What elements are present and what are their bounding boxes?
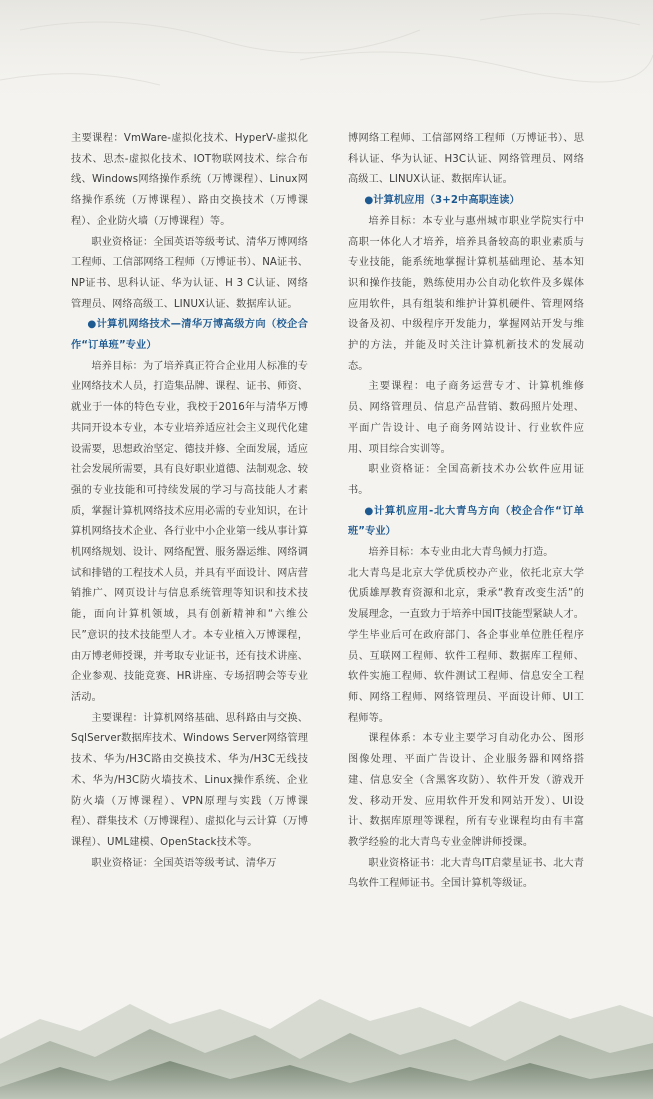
- body-paragraph: 职业资格证：全国英语等级考试、清华万博网络工程师、工信部网络工程师（万博证书）、NA证书、NP证书、思科认证、华为认证、H 3 C认证、网络管理员、网络高级工、LINUX认证、数据库认证。: [71, 236, 308, 310]
- body-paragraph: 主要课程：电子商务运营专才、计算机维修员、网络管理员、信息产品营销、数码照片处理、平面广告设计、电子商务网站设计、行业软件应用、项目综合实训等。: [348, 381, 584, 455]
- ink-mountain-landscape: [0, 969, 653, 1099]
- body-paragraph: 培养目标：为了培养真正符合企业用人标准的专业网络技术人员，打造集品牌、课程、证书、师资、就业于一体的特色专业，我校于2016年与清华万博共同开设本专业，本专业培养适应社会主义现代化建设需要，思想政治坚定、德技并修、全面发展，适应社会发展所需要，具有良好职业道德、法制观念、较强的专业技能和可持续发展的学习与高技能人才素质，掌握计算机网络技术应用必需的专业知识，在计算机网络技术企业、各行业中小企业第一线从事计算机网络规划、设计、网络配置、服务器运维、网络调试和排错的工程技术人员，并具有平面设计、网店营销推广、网页设计与信息系统管理等知识和技术技能，面向计算机领域，具有创新精神和“六维公民”意识的技术技能型人才。本专业植入万博课程，由万博老师授课，并考取专业证书，还有技术讲座、企业参观、技能竞赛、HR讲座、专场招聘会等专业活动。: [71, 360, 308, 703]
- body-paragraph: 培养目标：本专业与惠州城市职业学院实行中高职一体化人才培养，培养具备较高的职业素质与专业技能，能系统地掌握计算机基础理论、基本知识和操作技能，熟练使用办公自动化软件及多媒体应用软件，具有组装和维护计算机硬件、管理网络设备及初、中级程序开发能力，掌握网站开发与维护的方法，并能及时关注计算机新技术的发展动态。: [348, 215, 584, 372]
- section-heading: ●计算机网络技术—清华万博高级方向（校企合作“订单班”专业）: [71, 319, 308, 352]
- body-paragraph: 职业资格证：全国高新技术办公软件应用证书。: [348, 464, 584, 496]
- body-paragraph: 课程体系：本专业主要学习自动化办公、图形图像处理、平面广告设计、企业服务器和网络搭建、信息安全（含黑客攻防）、软件开发（游戏开发、移动开发、应用软件开发和网站开发）、UI设计、数据库原理等课程，所有专业课程均由有丰富教学经验的北大青鸟专业金牌讲师授课。: [348, 733, 584, 848]
- body-paragraph: 博网络工程师、工信部网络工程师（万博证书）、思科认证、华为认证、H3C认证、网络管理员、网络高级工、LINUX认证、数据库认证。: [348, 133, 584, 186]
- body-paragraph: 主要课程：VmWare-虚拟化技术、HyperV-虚拟化技术、思杰-虚拟化技术、IOT物联网技术、综合布线、Windows网络操作系统（万博课程）、Linux网络操作系统（万博课程）、路由交换技术（万博课程）、企业防火墙（万博课程）等。: [71, 133, 308, 227]
- body-paragraph: 主要课程：计算机网络基础、思科路由与交换、SqlServer数据库技术、Windows Server网络管理技术、华为/H3C路由交换技术、华为/H3C无线技术、华为/H3C防火墙技术、Linux操作系统、企业防火墙（万博课程）、VPN原理与实践（万博课程）、群集技术（万博课程）、虚拟化与云计算（万博课程）、UML建模、OpenStack技术等。: [71, 712, 308, 848]
- right-text-column: [348, 129, 584, 895]
- body-paragraph: 北大青鸟是北京大学优质校办产业，依托北京大学优质雄厚教育资源和北京，秉承“教育改变生活”的发展理念，一直致力于培养中国IT技能型紧缺人才。学生毕业后可在政府部门、各企事业单位胜任程序员、互联网工程师、软件工程师、数据库工程师、软件实施工程师、软件测试工程师、信息安全工程师、网络工程师、网络管理员、平面设计师、UI工程师等。: [348, 567, 584, 724]
- section-heading: ●计算机应用-北大青鸟方向（校企合作“订单班”专业）: [348, 505, 584, 538]
- section-heading: ●计算机应用（3+2中高职连读）: [364, 195, 520, 207]
- left-text-column: [71, 129, 308, 874]
- body-paragraph: 职业资格证书：北大青鸟IT启蒙星证书、北大青鸟软件工程师证书。全国计算机等级证。: [348, 857, 584, 890]
- body-paragraph: 培养目标：本专业由北大青鸟倾力打造。: [368, 547, 554, 559]
- body-paragraph: 职业资格证：全国英语等级考试、清华万: [91, 857, 277, 869]
